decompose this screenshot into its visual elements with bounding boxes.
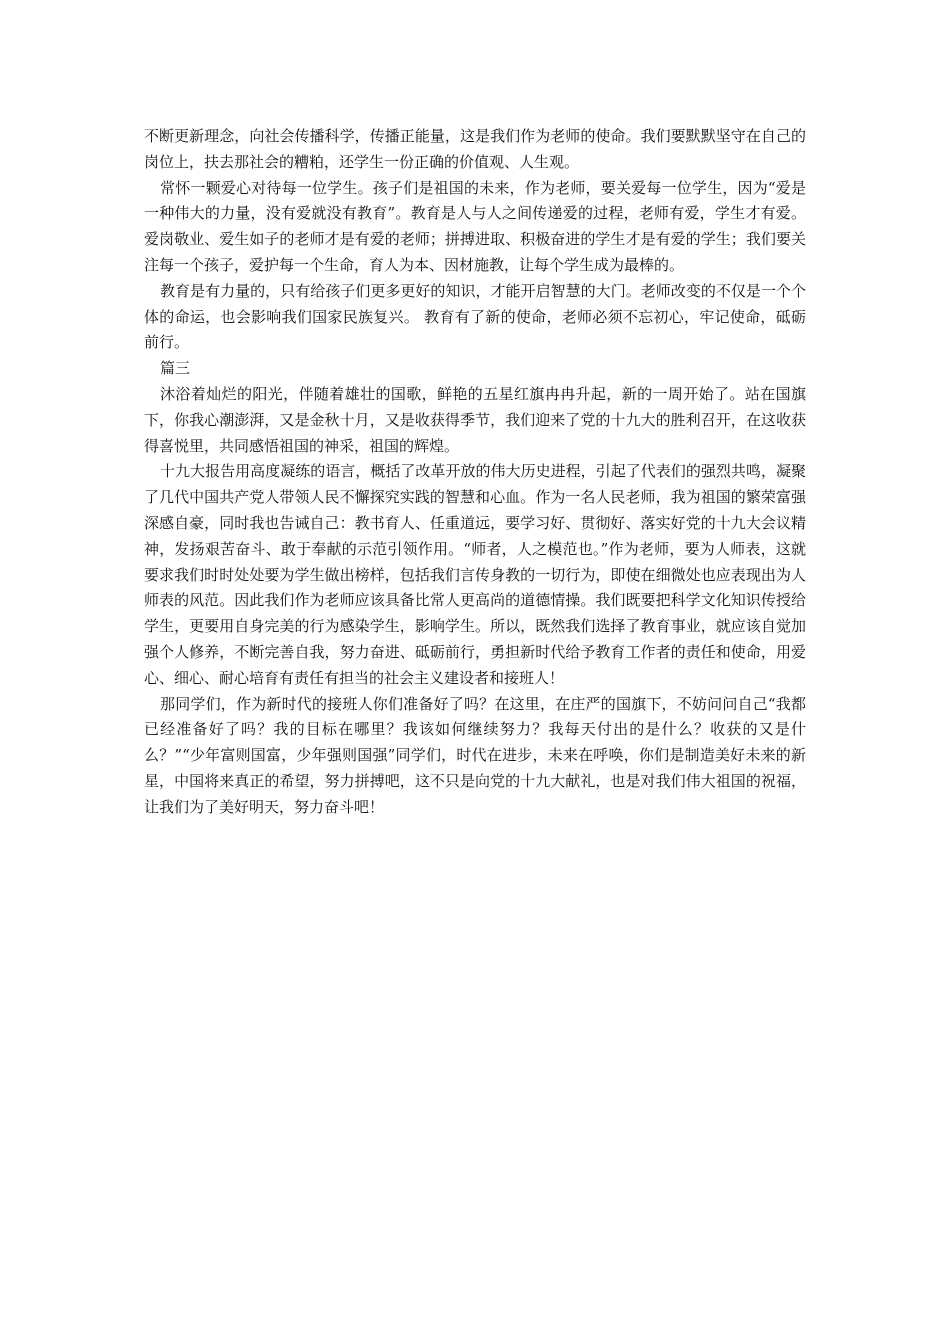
paragraph-love-students: 常怀一颗爱心对待每一位学生。孩子们是祖国的未来，作为老师，要关爱每一位学生，因为“爱是一种伟大的力量，没有爱就没有教育”。教育是人与人之间传递爱的过程，老师有爱，学生才有爱。爱岗敬业、爱生如子的老师才是有爱的老师；拼搏进取、积极奋进的学生才是有爱的学生；我们要关注每一个孩子，爱护每一个生命，育人为本、因材施教，让每个学生成为最棒的。 <box>144 178 806 274</box>
paragraph-nineteenth-congress: 十九大报告用高度凝练的语言，概括了改革开放的伟大历史进程，引起了代表们的强烈共鸣，凝聚了几代中国共产党人带领人民不懈探究实践的智慧和心血。作为一名人民老师，我为祖国的繁荣富强深感自豪，同时我也告诫自己：教书育人、任重道远，要学习好、贯彻好、落实好党的十九大会议精神，发扬艰苦奋斗、敢于奉献的示范引领作用。“师者，人之模范也。”作为老师，要为人师表，这就要求我们时时处处要为学生做出榜样，包括我们言传身教的一切行为，即使在细微处也应表现出为人师表的风范。因此我们作为老师应该具备比常人更高尚的道德情操。我们既要把科学文化知识传授给学生，更要用自身完美的行为感染学生，影响学生。所以，既然我们选择了教育事业，就应该自觉加强个人修养，不断完善自我，努力奋进、砥砺前行，勇担新时代给予教育工作者的责任和使命，用爱心、细心、耐心培育有责任有担当的社会主义建设者和接班人！ <box>144 462 806 687</box>
document-body <box>144 124 806 821</box>
paragraph-closing: 那同学们，作为新时代的接班人你们准备好了吗？在这里，在庄严的国旗下，不妨问问自己“我都已经准备好了吗？我的目标在哪里？我该如何继续努力？我每天付出的是什么？收获的又是什么？”“少年富则国富，少年强则国强”同学们，时代在进步，未来在呼唤，你们是制造美好未来的新星，中国将来真正的希望，努力拼搏吧，这不只是向党的十九大献礼，也是对我们伟大祖国的祝福，让我们为了美好明天，努力奋斗吧！ <box>144 694 806 816</box>
paragraph-education-power: 教育是有力量的，只有给孩子们更多更好的知识，才能开启智慧的大门。老师改变的不仅是一个个体的命运，也会影响我们国家民族复兴。 教育有了新的使命，老师必须不忘初心，牢记使命，砥砺前行。 <box>144 281 806 352</box>
paragraph-flag-raising: 沐浴着灿烂的阳光，伴随着雄壮的国歌，鲜艳的五星红旗冉冉升起，新的一周开始了。站在国旗下，你我心潮澎湃，又是金秋十月，又是收获得季节，我们迎来了党的十九大的胜利召开，在这收获得喜悦里，共同感悟祖国的神采，祖国的辉煌。 <box>144 384 806 455</box>
section-heading: 篇三 <box>160 359 191 378</box>
paragraph-continuation: 不断更新理念，向社会传播科学，传播正能量，这是我们作为老师的使命。我们要默默坚守在自己的岗位上，扶去那社会的糟粕，还学生一份正确的价值观、人生观。 <box>144 127 806 171</box>
